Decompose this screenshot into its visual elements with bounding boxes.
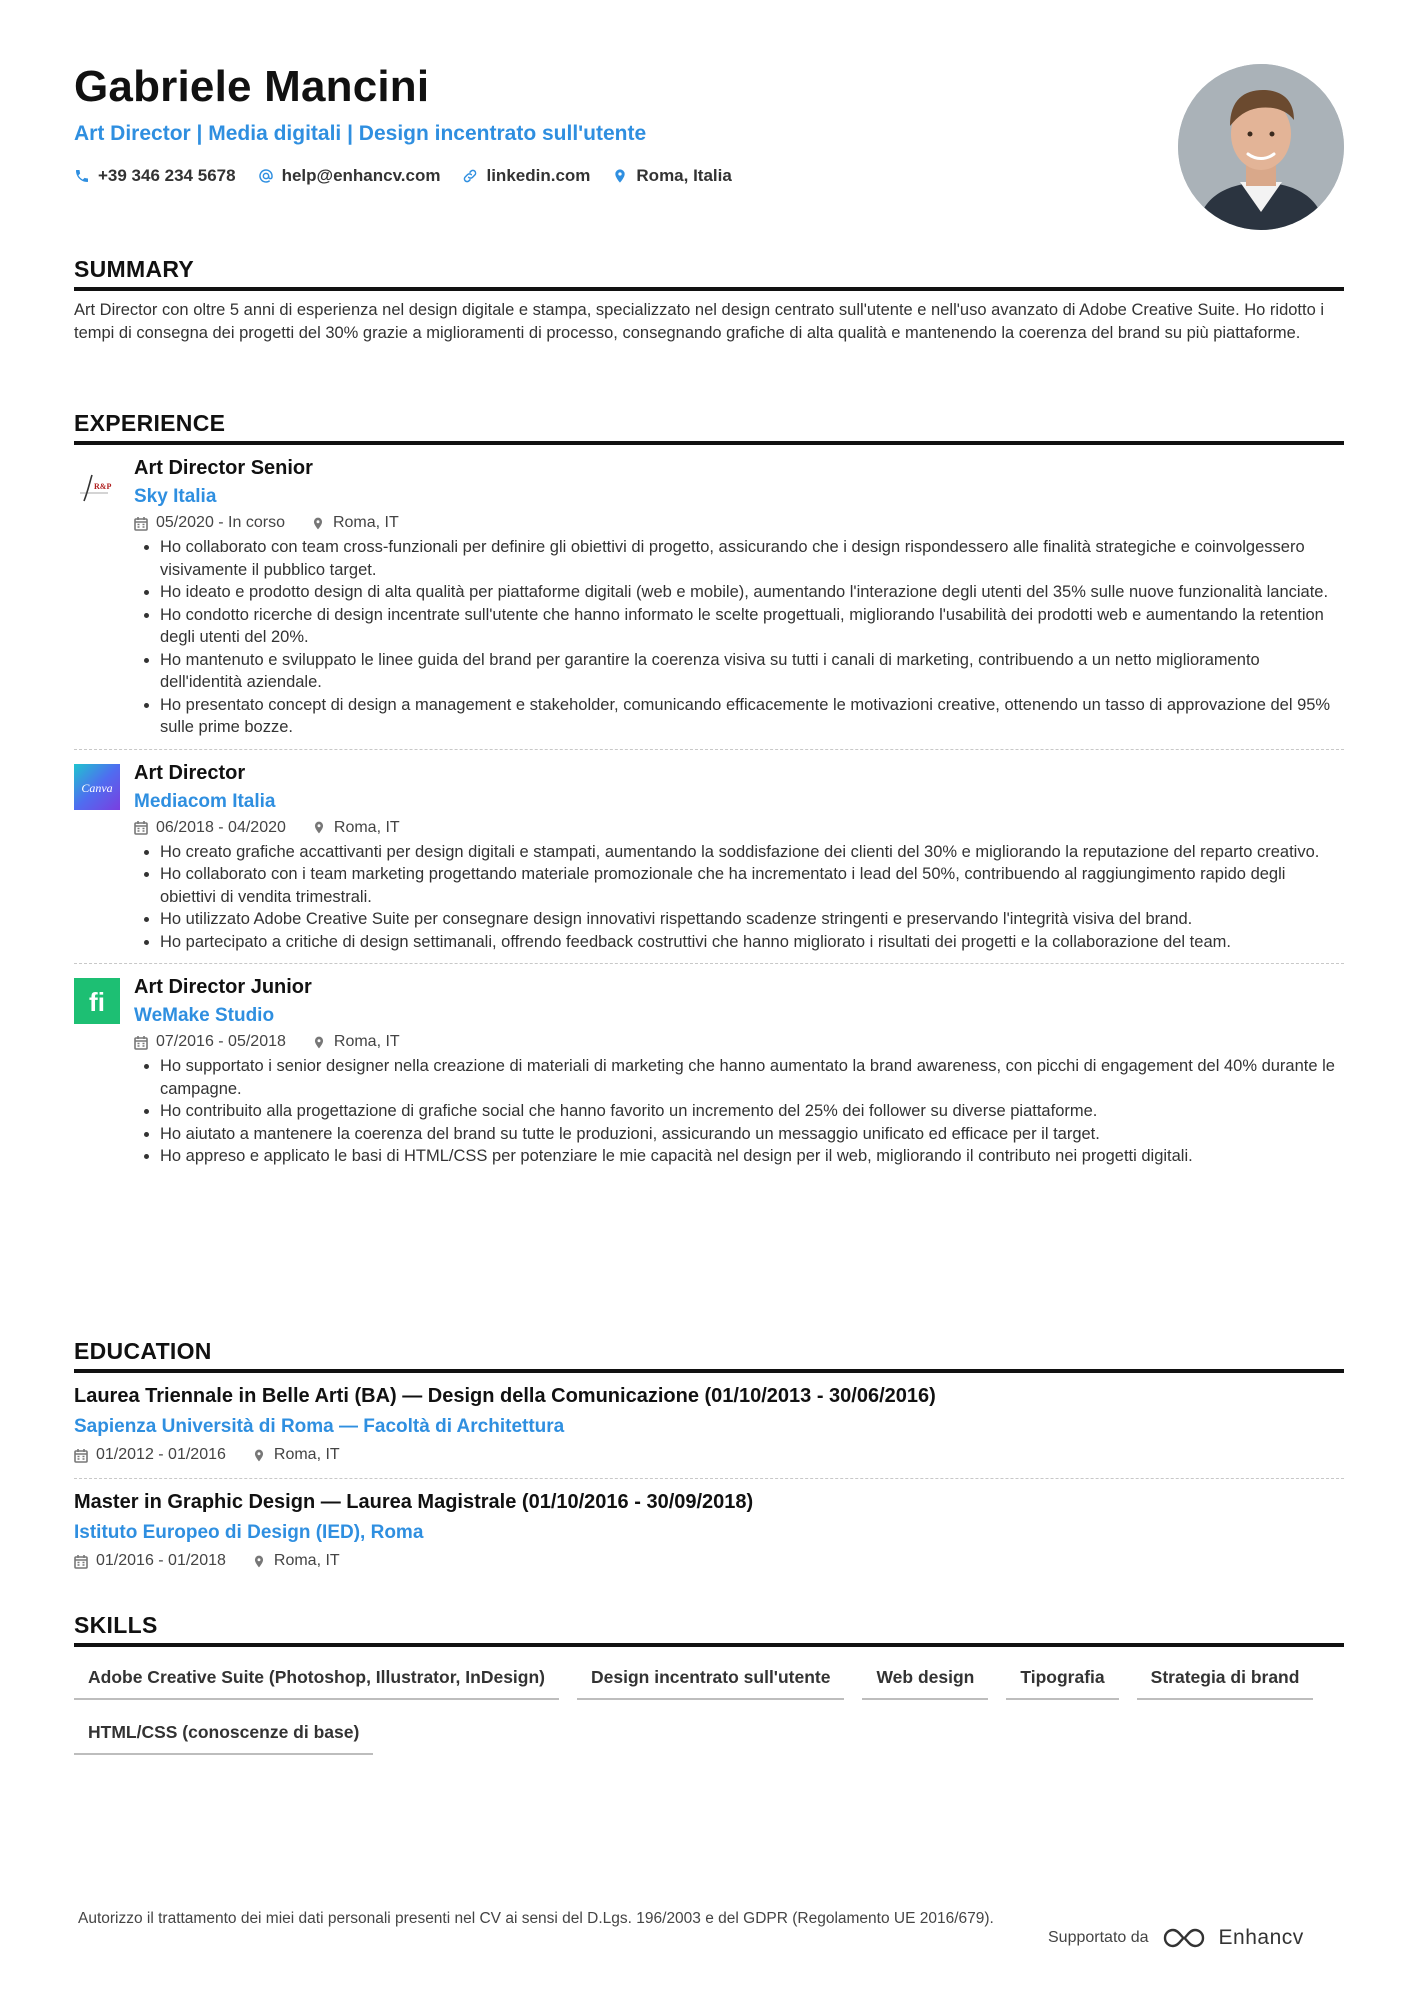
job-location-text: Roma, IT — [333, 1033, 400, 1050]
job-bullets — [134, 536, 1344, 739]
edu-location-text: Roma, IT — [273, 1552, 340, 1569]
job-bullet: • Ho presentato concept di design a management e stakeholder, comunicando efficacemente le motivazioni creative, ottenendo un tasso di approvazione del 95% sulle prime bozze. — [160, 694, 1344, 739]
job-location — [312, 819, 400, 837]
avatar-portrait-icon — [1178, 64, 1344, 230]
contact-linkedin[interactable] — [462, 166, 590, 186]
calendar-icon — [74, 1554, 88, 1569]
location-pin-icon — [252, 1554, 266, 1569]
company-logo — [74, 465, 120, 511]
calendar-icon — [134, 1035, 148, 1050]
brand-name: Enhancv — [1218, 1926, 1304, 1949]
job-bullet: • Ho appreso e applicato le basi di HTML/CSS per potenziare le mie capacità nel design per il web, migliorando il contributo nei progetti digitali. — [160, 1145, 1344, 1168]
experience-title: EXPERIENCE — [74, 410, 1344, 445]
edu-meta — [74, 1552, 1344, 1570]
job-bullets — [134, 841, 1344, 954]
job-title: Art Director Senior — [134, 457, 313, 479]
skill-tag: HTML/CSS (conoscenze di base) — [74, 1722, 373, 1755]
skills-title: SKILLS — [74, 1612, 1344, 1647]
powered-by[interactable] — [1048, 1926, 1304, 1950]
company-logo — [74, 978, 120, 1024]
job-meta — [134, 1033, 1344, 1051]
profile-photo — [1178, 64, 1344, 230]
education-entry — [74, 1478, 1344, 1584]
job-bullet: • Ho creato grafiche accattivanti per design digitali e stampati, aumentando la soddisfazione dei clienti del 30% e migliorando la reputazione del reparto creativo. — [160, 841, 1344, 864]
contact-bar — [74, 166, 732, 186]
candidate-name: Gabriele Mancini — [74, 62, 430, 111]
job-company[interactable]: Mediacom Italia — [134, 790, 276, 812]
logo-text: R&P — [94, 482, 112, 491]
location-text: Roma, Italia — [636, 166, 732, 185]
job-meta — [134, 514, 1344, 532]
calendar-icon — [134, 820, 148, 835]
edu-degree: Master in Graphic Design — Laurea Magistrale (01/10/2016 - 30/09/2018) — [74, 1491, 754, 1513]
summary-text: Art Director con oltre 5 anni di esperienza nel design digitale e stampa, specializzato nel design centrato sull'utente e nell'uso avanzato di Adobe Creative Suite. Ho ridotto i tempi di consegna dei progetti del 30% grazie a miglioramenti di processo, consegnando grafiche di alta qualità e mantenendo la coerenza del brand su più piattaforme. — [74, 301, 1325, 342]
job-meta — [134, 819, 1344, 837]
company-logo — [74, 764, 120, 810]
location-pin-icon — [312, 820, 326, 835]
edu-location-text: Roma, IT — [273, 1446, 340, 1463]
at-icon — [258, 168, 274, 184]
skill-tag: Design incentrato sull'utente — [577, 1667, 844, 1700]
job-bullet: • Ho contribuito alla progettazione di grafiche social che hanno favorito un incremento del 25% dei follower su diverse piattaforme. — [160, 1100, 1344, 1123]
edu-location — [252, 1552, 340, 1570]
privacy-consent: Autorizzo il trattamento dei miei dati personali presenti nel CV ai sensi del D.Lgs. 196/2003 e del GDPR (Regolamento UE 2016/679). — [78, 1910, 994, 1927]
experience-section — [74, 410, 1344, 1178]
logo-text: Canva — [81, 780, 113, 795]
location-pin-icon — [252, 1448, 266, 1463]
job-bullet: • Ho condotto ricerche di design incentrate sull'utente che hanno informato le scelte progettuali, migliorando l'usabilità dei prodotti web e aumentando la retention degli utenti del 20%. — [160, 604, 1344, 649]
fiverr-logo-icon — [74, 978, 120, 1024]
job-company[interactable]: Sky Italia — [134, 486, 217, 507]
calendar-icon — [134, 516, 148, 531]
job-bullets — [134, 1055, 1344, 1168]
job-title: Art Director Junior — [134, 976, 312, 998]
enhancv-logo-icon — [1161, 1926, 1207, 1950]
link-icon — [462, 168, 478, 184]
edu-school[interactable]: Sapienza Università di Roma — Facoltà di Architettura — [74, 1416, 565, 1437]
email-text: help@enhancv.com — [281, 166, 441, 185]
skill-tag: Web design — [862, 1667, 988, 1700]
edu-dates — [74, 1552, 226, 1570]
job-bullet: • Ho mantenuto e sviluppato le linee guida del brand per garantire la coerenza visiva su tutti i canali di marketing, contribuendo a un netto miglioramento dell'identità aziendale. — [160, 649, 1344, 694]
logo-text: fi — [89, 987, 105, 1017]
job-dates — [134, 514, 285, 532]
job-bullet: • Ho collaborato con team cross-funzionali per definire gli obiettivi di progetto, assicurando che i design rispondessero alle finalità strategiche e coinvolgessero visivamente il pubblico target. — [160, 536, 1344, 581]
edu-degree: Laurea Triennale in Belle Arti (BA) — Design della Comunicazione (01/10/2013 - 30/06/2016) — [74, 1385, 936, 1407]
job-bullet: • Ho utilizzato Adobe Creative Suite per consegnare design innovativi rispettando scadenze stringenti e preservando l'integrità visiva del brand. — [160, 908, 1344, 931]
job-bullet: • Ho collaborato con i team marketing progettando materiale promozionale che ha incrementato i lead del 50%, contribuendo al raggiungimento rapido degli obiettivi di vendita trimestrali. — [160, 863, 1344, 908]
skills-list — [74, 1667, 1344, 1755]
location-pin-icon — [311, 516, 325, 531]
canva-logo-icon — [74, 764, 120, 810]
rp-logo-icon — [74, 465, 120, 511]
job-location — [311, 514, 399, 532]
job-entry — [74, 457, 1344, 749]
phone-icon — [74, 168, 90, 184]
edu-school[interactable]: Istituto Europeo di Design (IED), Roma — [74, 1522, 424, 1543]
edu-dates-text: 01/2016 - 01/2018 — [96, 1552, 226, 1569]
job-location-text: Roma, IT — [332, 514, 399, 531]
skills-section — [74, 1612, 1344, 1755]
skill-tag: Tipografia — [1006, 1667, 1118, 1700]
job-dates — [134, 819, 286, 837]
job-location-text: Roma, IT — [333, 818, 400, 836]
education-entry — [74, 1373, 1344, 1478]
job-bullet: • Ho supportato i senior designer nella creazione di materiali di marketing che hanno aumentato la brand awareness, con picchi di engagement del 40% durante le campagne. — [160, 1055, 1344, 1100]
job-entry — [74, 963, 1344, 1178]
powered-by-label: Supportato da — [1048, 1929, 1149, 1946]
linkedin-text: linkedin.com — [486, 166, 591, 185]
job-dates-text: 06/2018 - 04/2020 — [156, 818, 286, 836]
headline: Art Director | Media digitali | Design incentrato sull'utente — [74, 122, 647, 145]
skill-tag: Strategia di brand — [1137, 1667, 1314, 1700]
location-pin-icon — [312, 1035, 326, 1050]
job-dates-text: 07/2016 - 05/2018 — [156, 1033, 286, 1050]
job-bullet: • Ho partecipato a critiche di design settimanali, offrendo feedback costruttivi che hanno migliorato i risultati dei progetti e la collaborazione del team. — [160, 931, 1344, 954]
job-dates — [134, 1033, 286, 1051]
edu-location — [252, 1446, 340, 1464]
job-list — [74, 457, 1344, 1178]
location-pin-icon — [612, 168, 628, 184]
summary-title: SUMMARY — [74, 256, 1344, 291]
edu-dates-text: 01/2012 - 01/2016 — [96, 1446, 226, 1463]
job-location — [312, 1033, 400, 1051]
calendar-icon — [74, 1448, 88, 1463]
education-section — [74, 1338, 1344, 1584]
job-entry — [74, 749, 1344, 964]
job-dates-text: 05/2020 - In corso — [156, 514, 285, 531]
skill-tag: Adobe Creative Suite (Photoshop, Illustrator, InDesign) — [74, 1667, 559, 1700]
job-title: Art Director — [134, 761, 246, 784]
summary-section — [74, 256, 1344, 344]
contact-email[interactable] — [258, 166, 441, 186]
contact-phone[interactable] — [74, 166, 236, 186]
job-bullet: • Ho aiutato a mantenere la coerenza del brand su tutte le produzioni, assicurando un messaggio unificato ed efficace per il target. — [160, 1123, 1344, 1146]
education-title: EDUCATION — [74, 1338, 1344, 1373]
edu-dates — [74, 1446, 226, 1464]
contact-location — [612, 166, 731, 186]
job-bullet: • Ho ideato e prodotto design di alta qualità per piattaforme digitali (web e mobile), aumentando l'interazione degli utenti del 35% sulle nuove funzionalità lanciate. — [160, 581, 1344, 604]
phone-text: +39 346 234 5678 — [98, 166, 236, 185]
edu-meta — [74, 1446, 1344, 1464]
job-company[interactable]: WeMake Studio — [134, 1005, 275, 1026]
